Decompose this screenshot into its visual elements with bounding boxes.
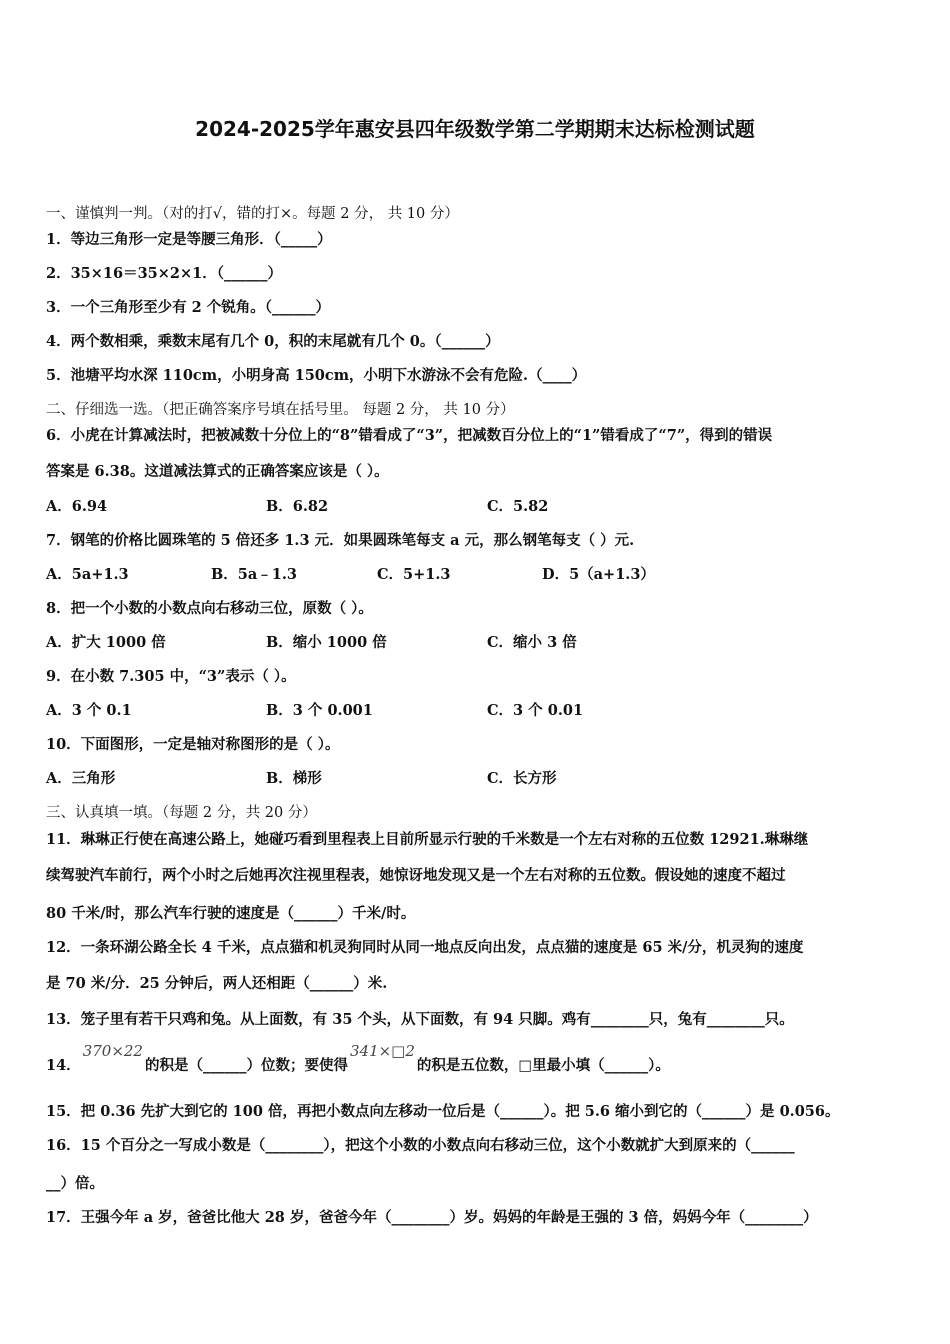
q7-option-b: B．5a﹣1.3	[211, 566, 297, 583]
q9-option-a: A．3 个 0.1	[46, 702, 132, 719]
question-12-line2: 是 70 米/分．25 分钟后，两人还相距（______）米.	[46, 975, 388, 992]
question-16-line1: 16．15 个百分之一写成小数是（________），把这个小数的小数点向右移动三位，这个小数就扩大到原来的（______	[46, 1137, 795, 1154]
question-11-line1: 11．琳琳正行使在高速公路上，她碰巧看到里程表上目前所显示行驶的千米数是一个左右对称的五位数 12921.琳琳继	[46, 831, 809, 848]
q14-middle: 的积是（______）位数；要使得	[144, 1057, 348, 1074]
question-2: 2．35×16＝35×2×1．（______）	[46, 265, 282, 282]
question-12-line1: 12．一条环湖公路全长 4 千米，点点猫和机灵狗同时从同一地点反向出发，点点猫的速度是 65 米/分，机灵狗的速度	[46, 939, 804, 956]
q14-suffix: 的积是五位数，□里最小填（______）。	[416, 1057, 670, 1074]
question-14	[46, 1042, 670, 1075]
question-3: 3．一个三角形至少有 2 个锐角。（______）	[46, 299, 331, 316]
question-11-line2: 续驾驶汽车前行，两个小时之后她再次注视里程表，她惊讶地发现又是一个左右对称的五位数。假设她的速度不超过	[46, 867, 786, 884]
q14-expression-1: 370×22	[82, 1042, 143, 1060]
section-header-fill: 三、认真填一填。（每题 2 分，共 20 分）	[46, 805, 317, 821]
q8-option-a: A．扩大 1000 倍	[46, 634, 166, 651]
q8-option-c: C．缩小 3 倍	[487, 634, 577, 651]
q6-option-b: B．6.82	[266, 498, 329, 515]
q10-option-b: B．梯形	[266, 770, 322, 787]
question-10: 10．下面图形，一定是轴对称图形的是（ ）。	[46, 736, 340, 753]
q10-option-c: C．长方形	[487, 770, 557, 787]
question-15: 15．把 0.36 先扩大到它的 100 倍，再把小数点向左移动一位后是（______）。把 5.6 缩小到它的（______）是 0.056。	[46, 1103, 840, 1120]
question-1: 1．等边三角形一定是等腰三角形．（_____）	[46, 231, 332, 248]
q8-option-b: B．缩小 1000 倍	[266, 634, 387, 651]
q7-option-c: C．5+1.3	[377, 566, 451, 583]
question-6-line1: 6．小虎在计算减法时，把被减数十分位上的“8”错看成了“3”，把减数百分位上的“1”错看成了“7”，得到的错误	[46, 427, 773, 444]
question-9: 9．在小数 7.305 中，“3”表示（ ）。	[46, 668, 296, 685]
question-7: 7．钢笔的价格比圆珠笔的 5 倍还多 1.3 元．如果圆珠笔每支 a 元，那么钢笔每支（ ）元.	[46, 532, 635, 549]
question-8: 8．把一个小数的小数点向右移动三位，原数（ ）。	[46, 600, 373, 617]
section-header-judgement: 一、谨慎判一判。（对的打√，错的打×。每题 2 分， 共 10 分）	[46, 206, 459, 222]
question-11-line3: 80 千米/时，那么汽车行驶的速度是（______）千米/时。	[46, 905, 416, 922]
q6-option-a: A．6.94	[46, 498, 108, 515]
question-6-line2: 答案是 6.38。这道减法算式的正确答案应该是（ ）。	[46, 463, 389, 480]
q6-option-c: C．5.82	[487, 498, 549, 515]
question-16-line2: __）倍。	[46, 1175, 104, 1192]
question-17: 17．王强今年 a 岁，爸爸比他大 28 岁，爸爸今年（________）岁。妈妈的年龄是王强的 3 倍，妈妈今年（________）	[46, 1209, 818, 1226]
section-header-choice: 二、仔细选一选。（把正确答案序号填在括号里。 每题 2 分， 共 10 分）	[46, 402, 515, 418]
q14-prefix: 14．	[46, 1057, 81, 1074]
q9-option-b: B．3 个 0.001	[266, 702, 373, 719]
q7-option-d: D．5（a+1.3）	[542, 566, 655, 583]
q14-expression-2: 341×□2	[349, 1042, 415, 1060]
q10-option-a: A．三角形	[46, 770, 116, 787]
question-5: 5．池塘平均水深 110cm，小明身高 150cm，小明下水游泳不会有危险.（____）	[46, 367, 587, 384]
q7-option-a: A．5a+1.3	[46, 566, 129, 583]
page-title: 2024-2025学年惠安县四年级数学第二学期期末达标检测试题	[195, 117, 755, 141]
question-13: 13．笼子里有若干只鸡和兔。从上面数，有 35 个头，从下面数，有 94 只脚。鸡有________只，兔有________只。	[46, 1011, 794, 1028]
q9-option-c: C．3 个 0.01	[487, 702, 584, 719]
question-4: 4．两个数相乘，乘数末尾有几个 0，积的末尾就有几个 0。（______）	[46, 333, 500, 350]
